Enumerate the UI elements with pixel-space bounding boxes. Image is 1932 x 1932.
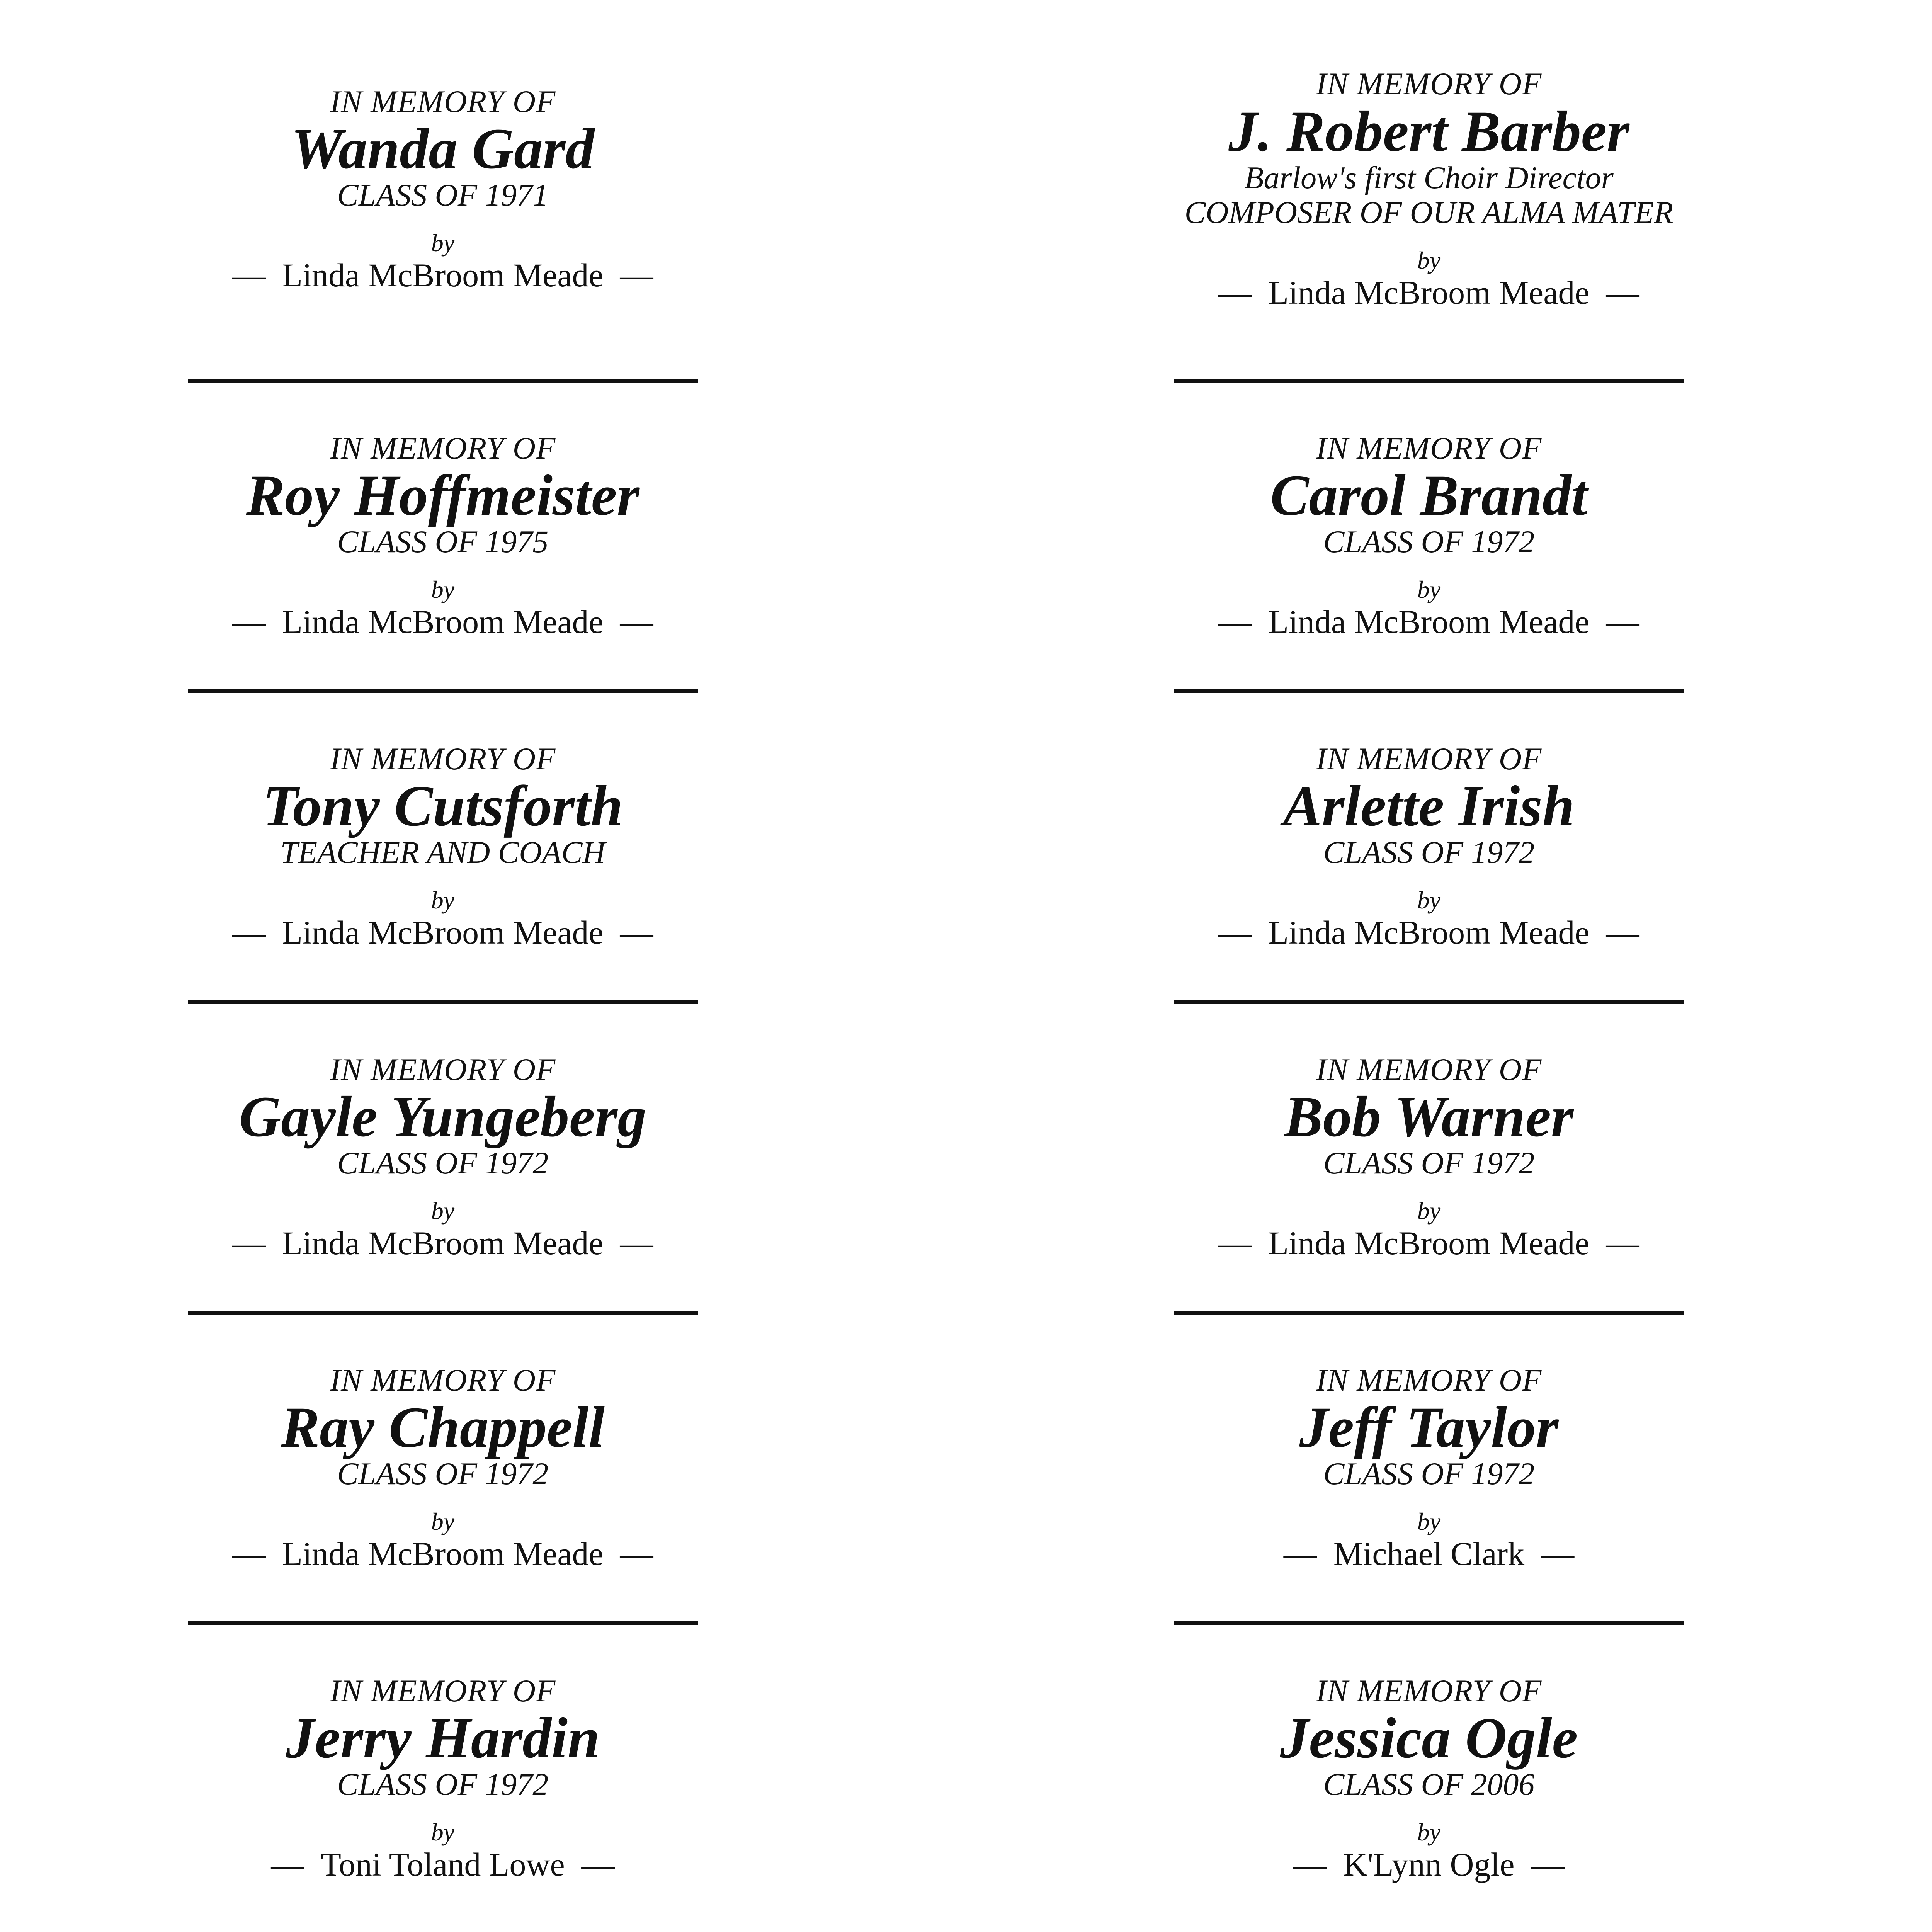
by-label: by (1417, 246, 1441, 274)
by-label: by (1417, 886, 1441, 914)
honoree-description: CLASS OF 1972 (1323, 1145, 1535, 1180)
donor-name: — Linda McBroom Meade — (232, 914, 653, 951)
donor-name: — K'Lynn Ogle — (1293, 1846, 1564, 1883)
memorial-plaque (1174, 0, 1684, 383)
in-memory-of-label: IN MEMORY OF (1316, 1051, 1542, 1087)
honoree-description: TEACHER AND COACH (280, 834, 605, 870)
honoree-name: Carol Brandt (1270, 463, 1588, 527)
in-memory-of-label: IN MEMORY OF (1316, 741, 1542, 776)
in-memory-of-label: IN MEMORY OF (330, 430, 556, 466)
in-memory-of-label: IN MEMORY OF (1316, 66, 1542, 102)
honoree-description: CLASS OF 1972 (1323, 1456, 1535, 1491)
honoree-name: Jeff Taylor (1299, 1395, 1559, 1459)
by-label: by (431, 886, 455, 914)
in-memory-of-label: IN MEMORY OF (1316, 1673, 1542, 1708)
memorial-plaque (188, 1004, 698, 1315)
honoree-description: CLASS OF 1972 (1323, 524, 1535, 559)
honoree-description: CLASS OF 1972 (337, 1456, 549, 1491)
memorial-column-2 (1174, 0, 1684, 1932)
memorial-plaque (1174, 1004, 1684, 1315)
donor-name: — Linda McBroom Meade — (232, 1535, 653, 1572)
in-memory-of-label: IN MEMORY OF (1316, 430, 1542, 466)
by-label: by (431, 575, 455, 603)
honoree-description: CLASS OF 1972 (1323, 834, 1535, 870)
in-memory-of-label: IN MEMORY OF (330, 1362, 556, 1398)
memorial-column-1 (188, 0, 698, 1932)
donor-name: — Linda McBroom Meade — (232, 1225, 653, 1262)
donor-name: — Linda McBroom Meade — (232, 603, 653, 640)
honoree-description: Barlow's first Choir Director (1244, 160, 1614, 195)
donor-name: — Linda McBroom Meade — (232, 257, 653, 294)
in-memory-of-label: IN MEMORY OF (1316, 1362, 1542, 1398)
honoree-description: CLASS OF 1972 (337, 1145, 549, 1180)
memorial-plaque (1174, 383, 1684, 693)
donor-name: — Linda McBroom Meade — (1218, 274, 1639, 311)
memorial-plaque (188, 1315, 698, 1625)
honoree-description: CLASS OF 1971 (337, 177, 549, 213)
honoree-name: Gayle Yungeberg (239, 1084, 647, 1149)
memorial-plaque (1174, 1315, 1684, 1625)
by-label: by (431, 229, 455, 257)
honoree-name: Bob Warner (1284, 1084, 1574, 1149)
honoree-name: J. Robert Barber (1228, 99, 1629, 163)
memorial-plaque (188, 693, 698, 1004)
by-label: by (1417, 1197, 1441, 1225)
donor-name: — Linda McBroom Meade — (1218, 603, 1639, 640)
by-label: by (1417, 575, 1441, 603)
honoree-name: Roy Hoffmeister (246, 463, 639, 527)
honoree-name: Jerry Hardin (286, 1706, 600, 1770)
by-label: by (1417, 1818, 1441, 1846)
honoree-description: CLASS OF 1975 (337, 524, 549, 559)
honoree-description: COMPOSER OF OUR ALMA MATER (1184, 194, 1673, 230)
honoree-name: Tony Cutsforth (262, 774, 623, 838)
honoree-description: CLASS OF 2006 (1323, 1766, 1535, 1802)
by-label: by (431, 1197, 455, 1225)
memorial-plaque (188, 0, 698, 383)
donor-name: — Linda McBroom Meade — (1218, 1225, 1639, 1262)
honoree-name: Jessica Ogle (1280, 1706, 1578, 1770)
honoree-name: Wanda Gard (291, 116, 595, 181)
honoree-description: CLASS OF 1972 (337, 1766, 549, 1802)
donor-name: — Michael Clark — (1284, 1535, 1574, 1572)
by-label: by (431, 1818, 455, 1846)
honoree-name: Arlette Irish (1283, 774, 1575, 838)
donor-name: — Toni Toland Lowe — (271, 1846, 614, 1883)
memorial-plaque (188, 1625, 698, 1932)
memorial-plaque (1174, 693, 1684, 1004)
in-memory-of-label: IN MEMORY OF (330, 1051, 556, 1087)
donor-name: — Linda McBroom Meade — (1218, 914, 1639, 951)
by-label: by (1417, 1507, 1441, 1535)
in-memory-of-label: IN MEMORY OF (330, 1673, 556, 1708)
in-memory-of-label: IN MEMORY OF (330, 83, 556, 119)
memorial-plaque (1174, 1625, 1684, 1932)
honoree-name: Ray Chappell (281, 1395, 605, 1459)
in-memory-of-label: IN MEMORY OF (330, 741, 556, 776)
memorial-plaque (188, 383, 698, 693)
by-label: by (431, 1507, 455, 1535)
